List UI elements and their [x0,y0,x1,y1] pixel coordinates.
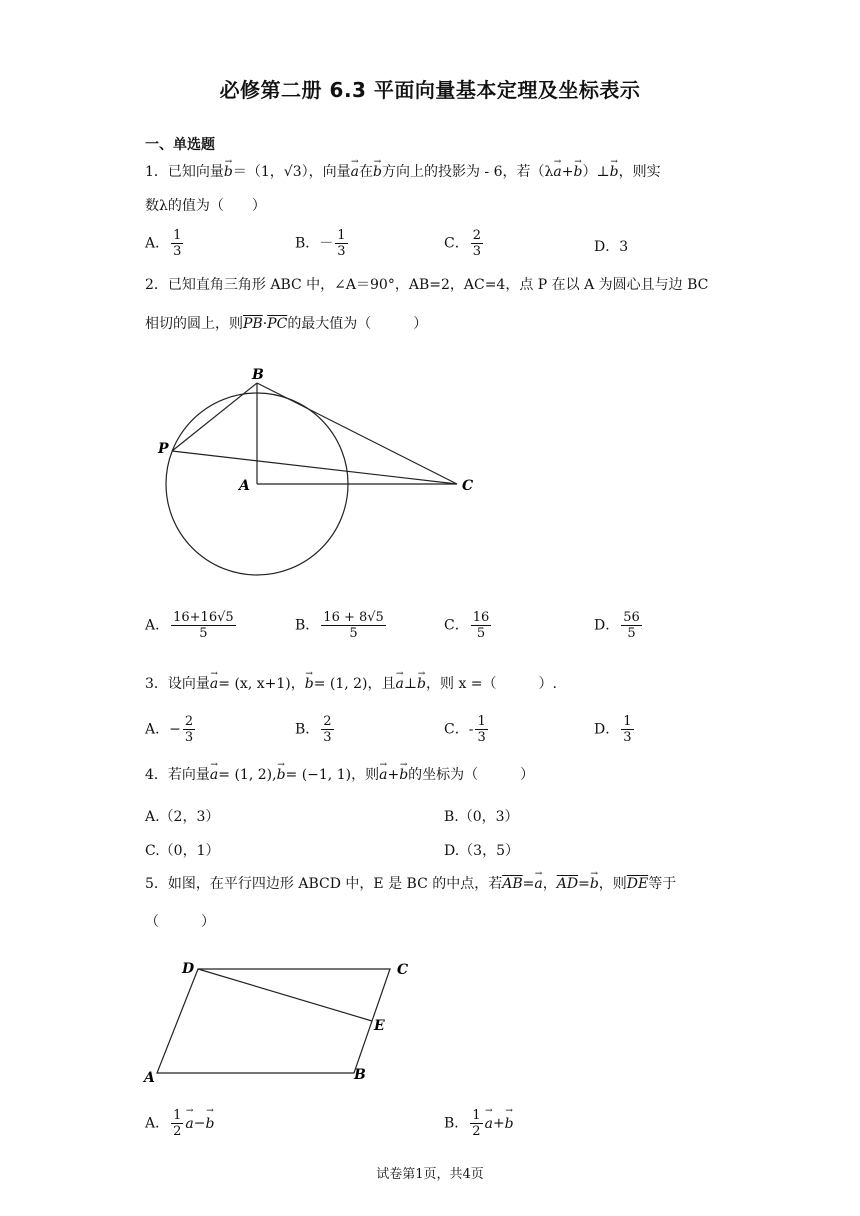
circle-triangle-figure [150,362,490,582]
numerator: 56 [623,610,640,625]
q3-option-a[interactable] [145,714,197,745]
q3-text-c: = (1, 2)，且 [313,676,396,692]
q2-line1: 2．已知直角三角形 ABC 中，∠A＝90°，AB=2，AC=4，点 P 在以 A 为圆心且与边 BC [145,277,709,293]
q5-option-a[interactable] [145,1108,214,1139]
q3-text-a: 3．设向量 [145,676,210,692]
numerator: 16 + 8√5 [323,610,384,625]
segment-pb [172,383,257,451]
fraction [621,714,633,745]
q3-option-b[interactable] [295,714,336,745]
vec-a: → a [185,1116,193,1132]
vec-a: → a [553,162,561,182]
q1-line2: 数λ的值为（ ） [145,198,266,214]
q5-line1 [145,874,676,894]
q2-text-e: 的最大值为（ ） [287,316,428,332]
q5-text-d: = [578,876,590,892]
vec-b: → b [610,162,619,182]
label-a: A [144,1070,155,1086]
label-d: D [182,961,195,977]
denominator: 3 [472,244,481,259]
option-letter: A．− [145,721,181,738]
numerator: 2 [184,714,194,729]
option-letter: C．- [444,721,474,738]
q3-text-b: = (x, x+1)， [218,676,305,692]
numerator: 1 [472,1108,481,1123]
option-letter: C． [444,617,469,634]
numerator: 1 [337,228,346,243]
q1-text-d: 方向上的投影为 - 6，若（λ [381,164,554,180]
vec-a: → a [534,874,542,894]
vec-a: → a [351,162,359,182]
fraction [321,610,386,641]
vec-pb: $\overline{PB}$ [243,316,263,332]
denominator: 5 [349,626,358,641]
denominator: 5 [476,626,486,641]
q5-text-b: = [522,876,535,892]
q2-option-c[interactable] [444,610,493,641]
q1-text-c: 在 [359,164,373,180]
q1-option-a[interactable] [145,228,185,259]
numerator: 16 [472,610,490,625]
vec-ab: $\overline{AB}$ [502,876,523,892]
denominator: 2 [173,1124,182,1139]
option-letter: B． [444,1115,469,1132]
q2-text-a: 相切的圆上，则 [145,316,243,332]
vec-a: → a [210,765,218,785]
vec-b: → b [590,874,599,894]
vec-a: → a [210,674,218,694]
q1-option-d[interactable]: D．3 [594,239,629,255]
vec-b: → b [373,162,382,182]
q4-option-b[interactable]: B.（0，3） [444,809,519,825]
segment-de [198,969,372,1021]
q1-text-g: ，则实 [618,164,661,180]
denominator: 3 [623,730,632,745]
operator: + [492,1115,505,1132]
q5-option-b[interactable] [444,1108,514,1139]
denominator: 5 [199,626,208,641]
q5-text-e: ，则 [598,876,627,892]
fraction [475,714,487,745]
fraction [171,1108,183,1139]
denominator: 3 [184,730,194,745]
q4-line1 [145,765,534,785]
q4-text-a: 4．若向量 [145,767,210,783]
q1-text-e: + [561,164,574,180]
section-heading: 一、单选题 [145,137,215,153]
label-p: P [158,441,169,457]
parallelogram [157,969,390,1073]
denominator: 3 [477,730,486,745]
option-letter: B． [295,721,320,738]
q4-text-e: 的坐标为（ ） [408,767,535,783]
q2-option-a[interactable] [145,610,238,641]
q3-option-c[interactable] [444,714,490,745]
vec-de: $\overline{DE}$ [626,876,649,892]
fraction [621,610,642,641]
vec-pc: $\overline{PC}$ [267,316,288,332]
q4-text-d: + [387,767,400,783]
vec-b: → b [305,674,314,694]
label-c: C [462,478,474,494]
denominator: 5 [627,626,636,641]
fraction [471,610,492,641]
option-letter: B． [295,617,320,634]
vec-a: → a [379,765,387,785]
q4-text-c: = (−1, 1)，则 [285,767,380,783]
denominator: 3 [173,244,182,259]
q1-text-a: 1．已知向量 [145,164,224,180]
option-letter: B．－ [295,235,334,252]
q4-option-a[interactable]: A.（2，3） [145,809,220,825]
numerator: 1 [477,714,486,729]
fraction [171,610,236,641]
vec-ad: $\overline{AD}$ [556,876,579,892]
label-a: A [239,478,250,494]
numerator: 16+16√5 [173,610,234,625]
vec-b: → b [224,162,233,182]
page-title: 必修第二册 6.3 平面向量基本定理及坐标表示 [219,78,641,102]
denominator: 3 [323,730,332,745]
vec-b: → b [277,765,286,785]
label-e: E [374,1018,385,1034]
segment-pc [172,451,457,484]
numerator: 1 [173,228,182,243]
q3-option-d[interactable] [594,714,636,745]
denominator: 2 [472,1124,481,1139]
dot: · [262,316,268,332]
q1-option-b[interactable] [295,228,350,259]
q3-line1 [145,674,557,694]
label-c: C [397,962,409,978]
vec-b: → b [505,1116,514,1132]
label-b: B [252,367,264,383]
vec-b: → b [206,1116,215,1132]
q5-text-f: 等于 [648,876,677,892]
option-letter: D． [594,721,620,738]
label-b: B [354,1067,366,1083]
fraction [335,228,347,259]
q1-option-c[interactable] [444,228,485,259]
q2-option-d[interactable] [594,610,644,641]
vec-a: → a [485,1116,493,1132]
q4-text-b: = (1, 2), [218,767,277,783]
segment-bc [257,383,457,484]
numerator: 1 [173,1108,182,1123]
page-footer: 试卷第1页，共4页 [376,1167,484,1182]
fraction [321,714,333,745]
vec-b: → b [417,674,426,694]
numerator: 2 [472,228,481,243]
q2-option-b[interactable] [295,610,388,641]
operator: − [193,1115,206,1132]
fraction [183,714,195,745]
q4-option-c[interactable]: C.（0，1） [145,843,220,859]
option-letter: A． [145,617,170,634]
fraction [470,1108,482,1139]
denominator: 3 [337,244,346,259]
vec-a: → a [396,674,404,694]
q2-line2 [145,314,427,334]
q1-line1 [145,162,661,182]
q4-option-d[interactable]: D.（3，5） [444,843,519,859]
option-letter: A． [145,235,170,252]
numerator: 1 [623,714,632,729]
q5-text-a: 5．如图，在平行四边形 ABCD 中，E 是 BC 的中点，若 [145,876,503,892]
fraction [171,228,183,259]
option-letter: C． [444,235,469,252]
parallelogram-figure [140,955,430,1090]
fraction [471,228,483,259]
option-letter: D． [594,617,620,634]
q3-text-d: ⊥ [403,676,418,692]
q5-text-c: ， [542,876,557,892]
q1-text-f: ）⊥ [582,164,610,180]
q1-text-b: ＝（1，√3），向量 [232,164,351,180]
option-letter: A． [145,1115,170,1132]
q5-line2: （ ） [145,914,215,930]
vec-b: → b [573,162,582,182]
numerator: 2 [323,714,332,729]
vec-b: → b [399,765,408,785]
q3-text-e: ，则 x =（ ）. [426,676,557,692]
